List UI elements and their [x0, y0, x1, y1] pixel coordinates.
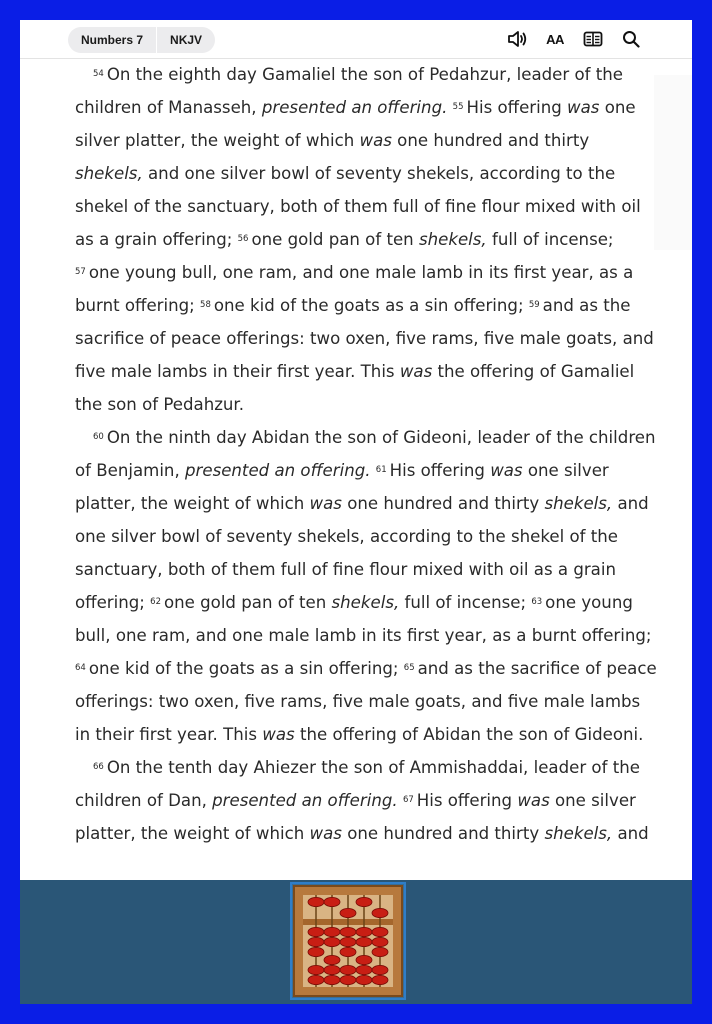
reader-view-icon[interactable] — [582, 29, 604, 49]
speaker-icon[interactable] — [506, 29, 528, 49]
verse-text: one young bull, one ram, and one male lamb in its first year, as a burnt offering; — [75, 263, 634, 315]
abacus-bead — [340, 975, 356, 984]
italic-text: shekels, — [418, 230, 487, 249]
verse-text: and as the sacrifice of peace offerings: two oxen, five rams, five male goats, and five male lambs in their first year. This — [75, 659, 657, 744]
abacus-bead — [340, 947, 356, 956]
verse-text: and as the sacrifice of peace offerings: two oxen, five rams, five male goats, and five male lambs in their first year. This — [75, 296, 654, 381]
verse-text: On the eighth day Gamaliel the son of Pedahzur, leader of the children of Manasseh, — [75, 65, 623, 117]
verse-text: one kid of the goats as a sin offering; — [213, 296, 529, 315]
abacus-bead — [340, 908, 356, 917]
abacus-bead — [372, 947, 388, 956]
abacus-bead — [308, 937, 324, 946]
verse-number[interactable]: 61 — [375, 465, 387, 475]
verse-text: On the ninth day Abidan the son of Gideoni, leader of the children of Benjamin, — [75, 428, 656, 480]
verse-text: His offering — [389, 461, 491, 480]
italic-text: was — [359, 131, 392, 150]
verse-text — [371, 461, 376, 480]
abacus-bead — [340, 965, 356, 974]
italic-text: was — [399, 362, 433, 381]
abacus-bead — [340, 927, 356, 936]
abacus-bead — [308, 927, 324, 936]
verse-text: His offering — [416, 791, 518, 810]
verse-text: one silver platter, the weight of which — [75, 98, 636, 150]
italic-text: was — [262, 725, 295, 744]
italic-text: was — [567, 98, 600, 117]
verse-text — [447, 98, 452, 117]
verse-text: and — [612, 824, 649, 843]
translation-button[interactable]: NKJV — [170, 33, 203, 47]
italic-text: shekels, — [331, 593, 400, 612]
abacus-bead — [356, 975, 372, 984]
verse-number[interactable]: 66 — [93, 762, 104, 772]
verse-number[interactable]: 54 — [93, 69, 104, 79]
abacus-bead — [356, 897, 372, 906]
italic-text: presented an offering. — [261, 98, 448, 117]
abacus-bead — [372, 908, 388, 917]
search-icon[interactable] — [620, 29, 642, 49]
scripture-paragraph — [75, 751, 657, 850]
abacus-bead — [308, 965, 324, 974]
verse-text: full of incense; — [399, 593, 532, 612]
verse-number[interactable]: 55 — [452, 102, 464, 112]
verse-text: one gold pan of ten — [251, 230, 419, 249]
chapter-translation-pill — [68, 27, 215, 53]
verse-number[interactable]: 63 — [531, 597, 543, 607]
verse-number[interactable]: 60 — [93, 432, 104, 442]
verse-text: one hundred and thirty — [391, 131, 590, 150]
abacus-bead — [324, 955, 340, 964]
verse-text: His offering — [466, 98, 568, 117]
verse-text: and one silver bowl of seventy shekels, according to the shekel of the sanctuary, both of them full of fine flour mixed with oil as a grain offering; — [75, 494, 649, 612]
verse-text: one hundred and thirty — [341, 824, 545, 843]
abacus-bead — [308, 897, 324, 906]
abacus-bead — [324, 965, 340, 974]
italic-text: was — [309, 494, 342, 513]
abacus-bead — [324, 937, 340, 946]
book-chapter-button[interactable]: Numbers 7 — [81, 33, 144, 47]
abacus-bead — [324, 975, 340, 984]
italic-text: presented an offering. — [212, 791, 398, 810]
abacus-bead — [356, 937, 372, 946]
verse-text: one young bull, one ram, and one male lamb in its first year, as a burnt offering; — [75, 593, 652, 645]
abacus-bead — [308, 975, 324, 984]
verse-number[interactable]: 62 — [150, 597, 161, 607]
abacus-bead — [372, 965, 388, 974]
verse-text: one silver platter, the weight of which — [75, 461, 609, 513]
verse-number[interactable]: 59 — [528, 300, 540, 310]
abacus-bead — [308, 947, 324, 956]
verse-text: the offering of Abidan the son of Gideoni. — [294, 725, 644, 744]
abacus-bead — [340, 937, 356, 946]
abacus-bead — [356, 965, 372, 974]
reader-screen — [20, 20, 692, 1004]
abacus-icon — [292, 884, 404, 998]
verse-text: On the tenth day Ahiezer the son of Ammishaddai, leader of the children of Dan, — [75, 758, 640, 810]
verse-text: one silver platter, the weight of which — [75, 791, 636, 843]
side-scroll-shade — [654, 75, 692, 250]
italic-text: was — [490, 461, 523, 480]
italic-text: presented an offering. — [185, 461, 371, 480]
abacus-bead — [372, 975, 388, 984]
abacus-bead — [356, 927, 372, 936]
abacus-bead — [372, 937, 388, 946]
verse-number[interactable]: 65 — [403, 663, 415, 673]
abacus-bead — [324, 897, 340, 906]
italic-text: was — [517, 791, 550, 810]
verse-number[interactable]: 64 — [75, 663, 86, 673]
verse-number[interactable]: 56 — [237, 234, 249, 244]
verse-text: one hundred and thirty — [341, 494, 545, 513]
top-toolbar — [20, 20, 692, 59]
verse-number[interactable]: 58 — [200, 300, 211, 310]
italic-text: shekels, — [544, 824, 613, 843]
verse-text: full of incense; — [486, 230, 614, 249]
verse-number[interactable]: 57 — [75, 267, 86, 277]
bottom-bar — [20, 880, 692, 1004]
italic-text: shekels, — [75, 164, 143, 183]
abacus-bead — [324, 927, 340, 936]
verse-text: one gold pan of ten — [163, 593, 332, 612]
verse-text: and one silver bowl of seventy shekels, according to the shekel of the sanctuary, both of them full of fine flour mixed with oil as a grain offering; — [75, 164, 641, 249]
toolbar-icons — [506, 29, 642, 49]
scripture-paragraph — [75, 421, 657, 751]
verse-text: the offering of Gamaliel the son of Pedahzur. — [75, 362, 635, 414]
italic-text: was — [309, 824, 342, 843]
italic-text: shekels, — [544, 494, 613, 513]
scripture-paragraph — [75, 58, 657, 421]
font-size-icon[interactable]: AA — [546, 31, 564, 47]
verse-text: one kid of the goats as a sin offering; — [88, 659, 404, 678]
verse-number[interactable]: 67 — [402, 795, 414, 805]
abacus-thumbnail[interactable] — [290, 882, 406, 1000]
abacus-bead — [356, 955, 372, 964]
scripture-text-area — [75, 58, 657, 850]
abacus-bead — [372, 927, 388, 936]
